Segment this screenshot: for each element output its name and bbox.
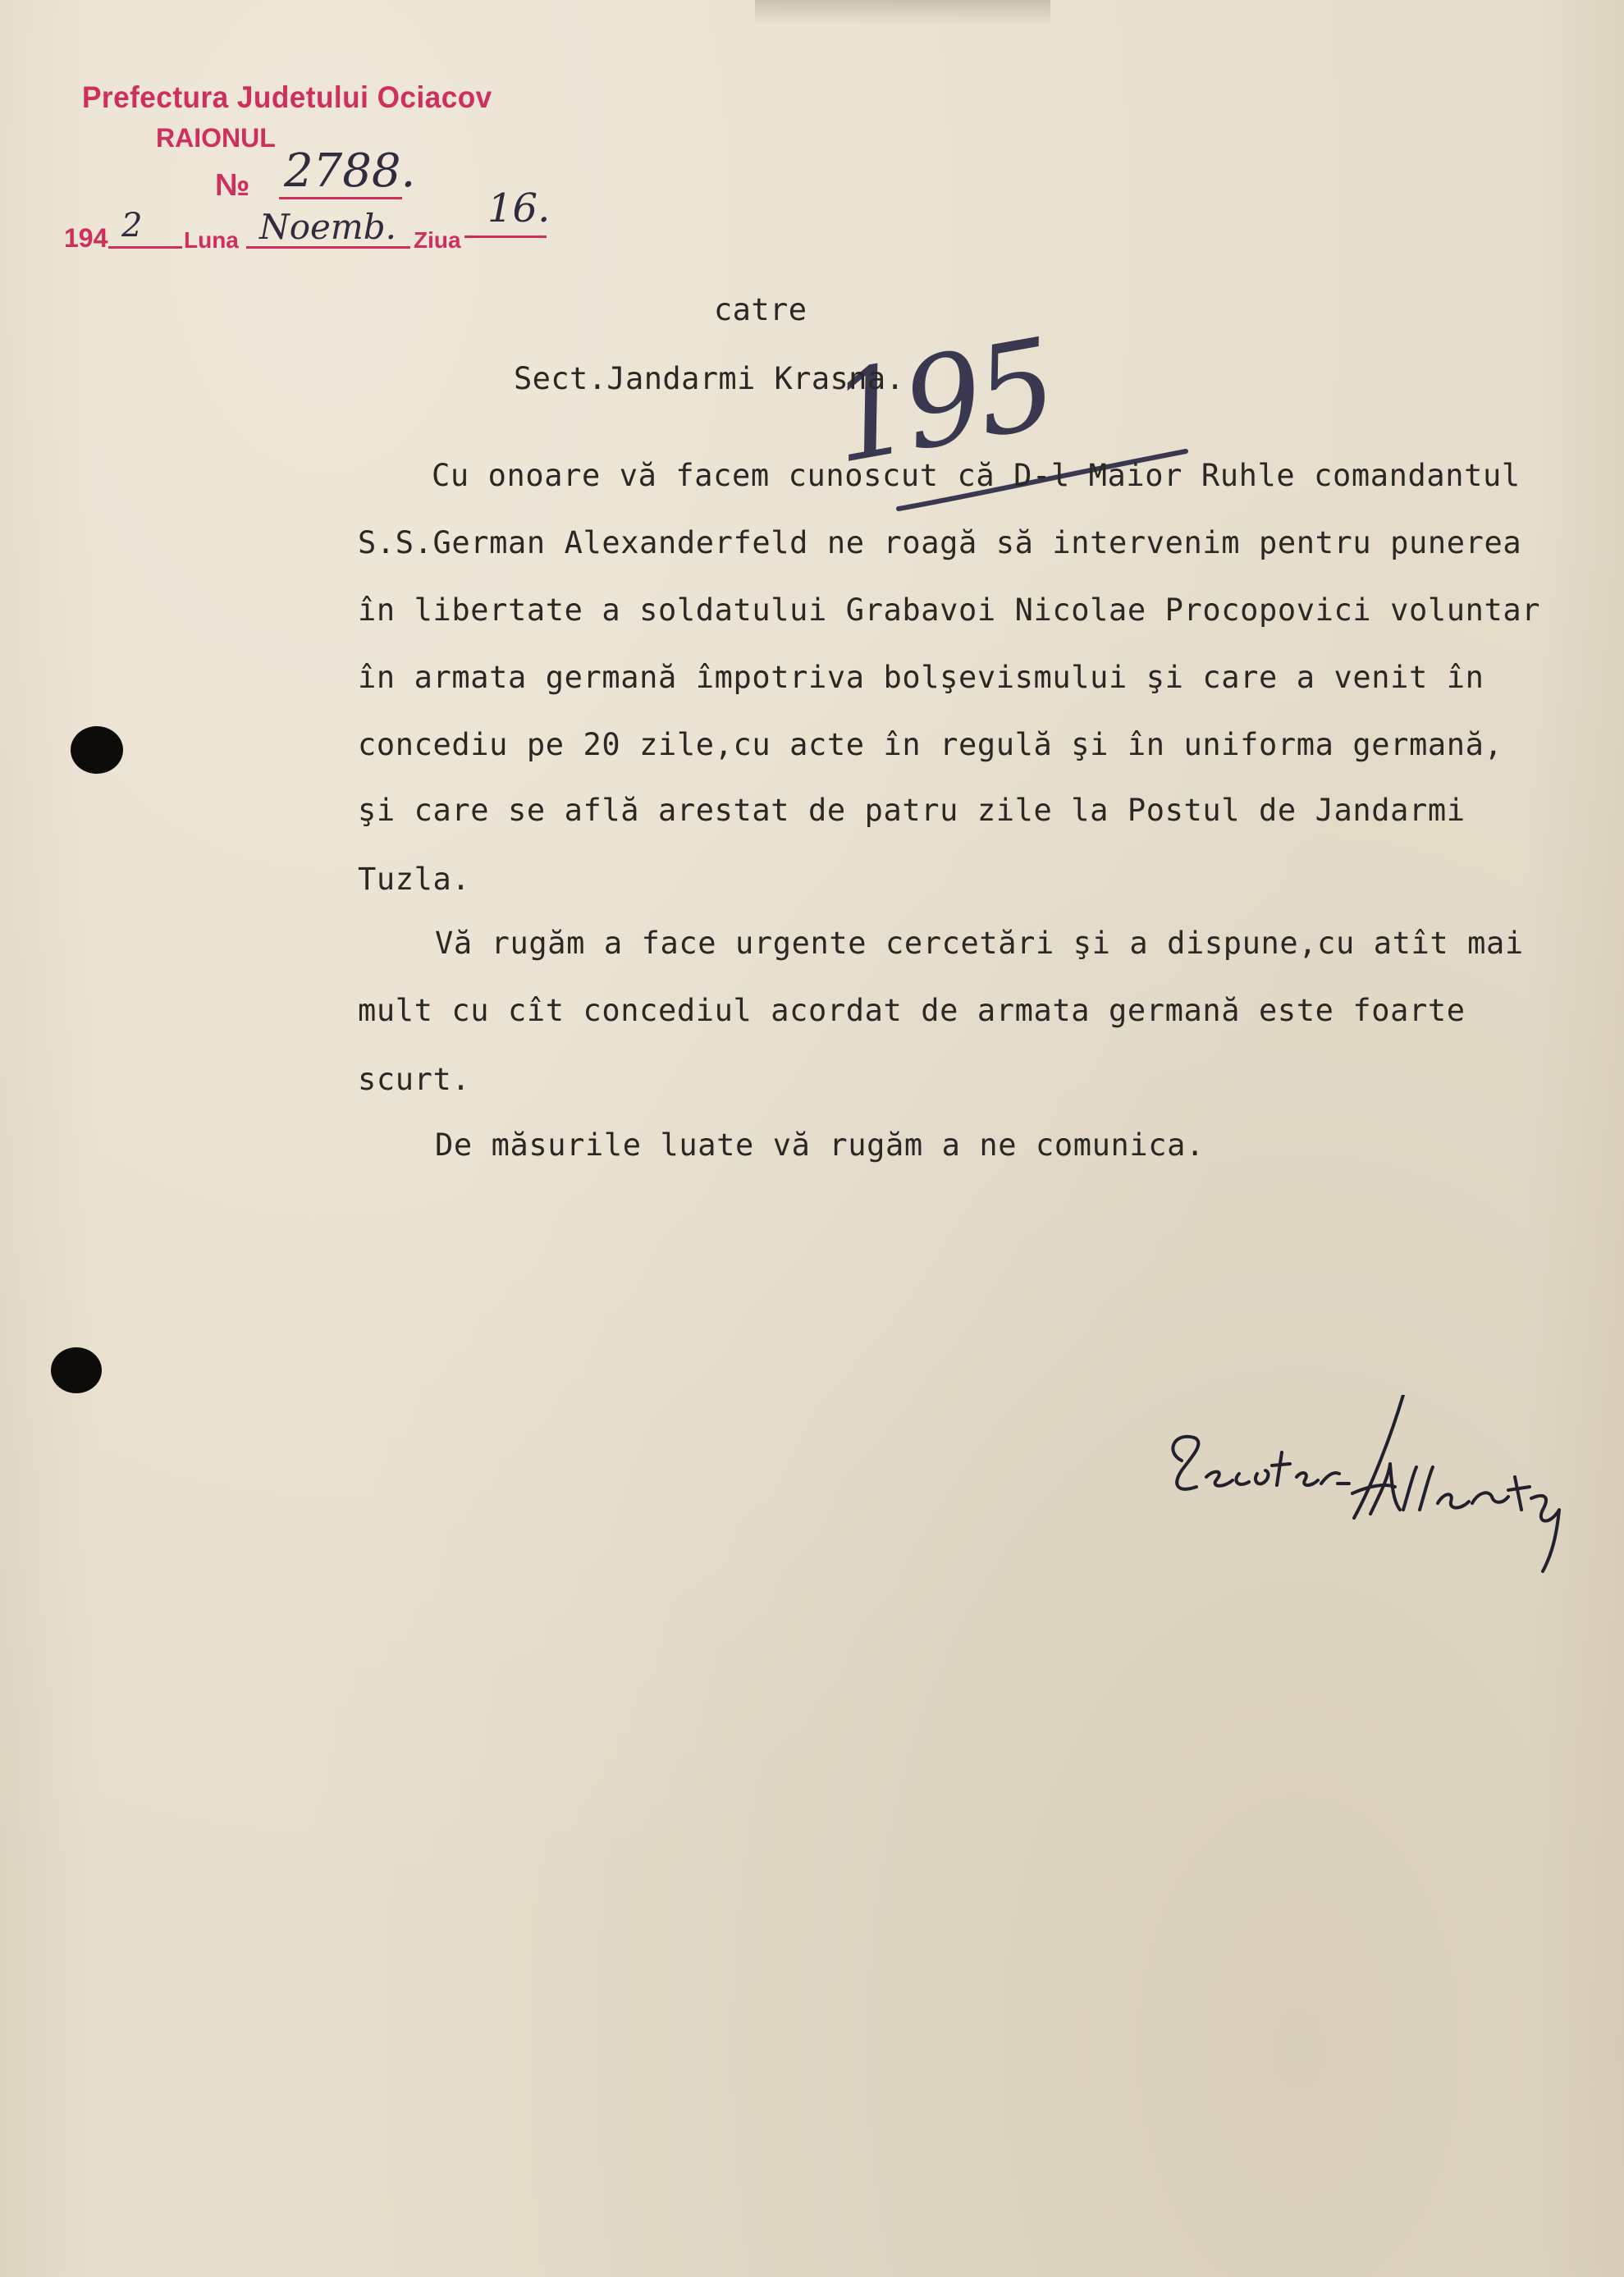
letter-line-10: scurt. [358, 1062, 471, 1097]
stamp-luna-label: Luna [184, 227, 239, 253]
handwritten-month: Noemb. [259, 207, 396, 247]
stamp-number-label: № [215, 168, 250, 203]
letter-line-11: De măsurile luate vă rugăm a ne comunica. [435, 1127, 1205, 1163]
handwritten-signature [1157, 1395, 1584, 1575]
letter-line-4: în armata germană împotriva bolşevismului şi care a venit în [358, 660, 1484, 695]
letter-recipient: Sect.Jandarmi Krasna. [514, 361, 905, 396]
stamp-ziua-label: Ziua [414, 227, 461, 253]
punch-hole-top [71, 726, 123, 774]
letter-line-3: în libertate a soldatului Grabavoi Nicolae Procopovici voluntar [358, 592, 1541, 628]
stamp-ziua-line [464, 235, 547, 238]
handwritten-year-digit: 2 [121, 207, 143, 245]
letter-line-5: concediu pe 20 zile,cu acte în regulă şi în uniforma germană, [358, 727, 1503, 762]
letter-line-7: Tuzla. [358, 862, 471, 897]
paper-edge-wear [755, 0, 1050, 25]
stamp-title: Prefectura Judetului Ociacov [82, 80, 492, 114]
letter-salutation: catre [714, 292, 807, 327]
punch-hole-bottom [51, 1347, 102, 1393]
stamp-year-prefix: 194 [64, 223, 108, 253]
handwritten-registration-number: 2788. [284, 144, 416, 198]
handwritten-registry-number: 195 [820, 313, 1063, 492]
letter-line-1: Cu onoare vă facem cunoscut că D-l Maior Ruhle comandantul [432, 458, 1521, 493]
stamp-raion-label: RAIONUL [156, 123, 276, 153]
handwritten-day: 16. [487, 185, 551, 231]
letter-line-2: S.S.German Alexanderfeld ne roagă să intervenim pentru punerea [358, 525, 1522, 560]
letter-line-6: şi care se află arestat de patru zile la Postul de Jandarmi [358, 793, 1466, 828]
letter-line-9: mult cu cît concediul acordat de armata germană este foarte [358, 993, 1466, 1028]
stamp-year-line [108, 246, 182, 249]
letter-line-8: Vă rugăm a face urgente cercetări şi a dispune,cu atît mai [435, 926, 1524, 961]
